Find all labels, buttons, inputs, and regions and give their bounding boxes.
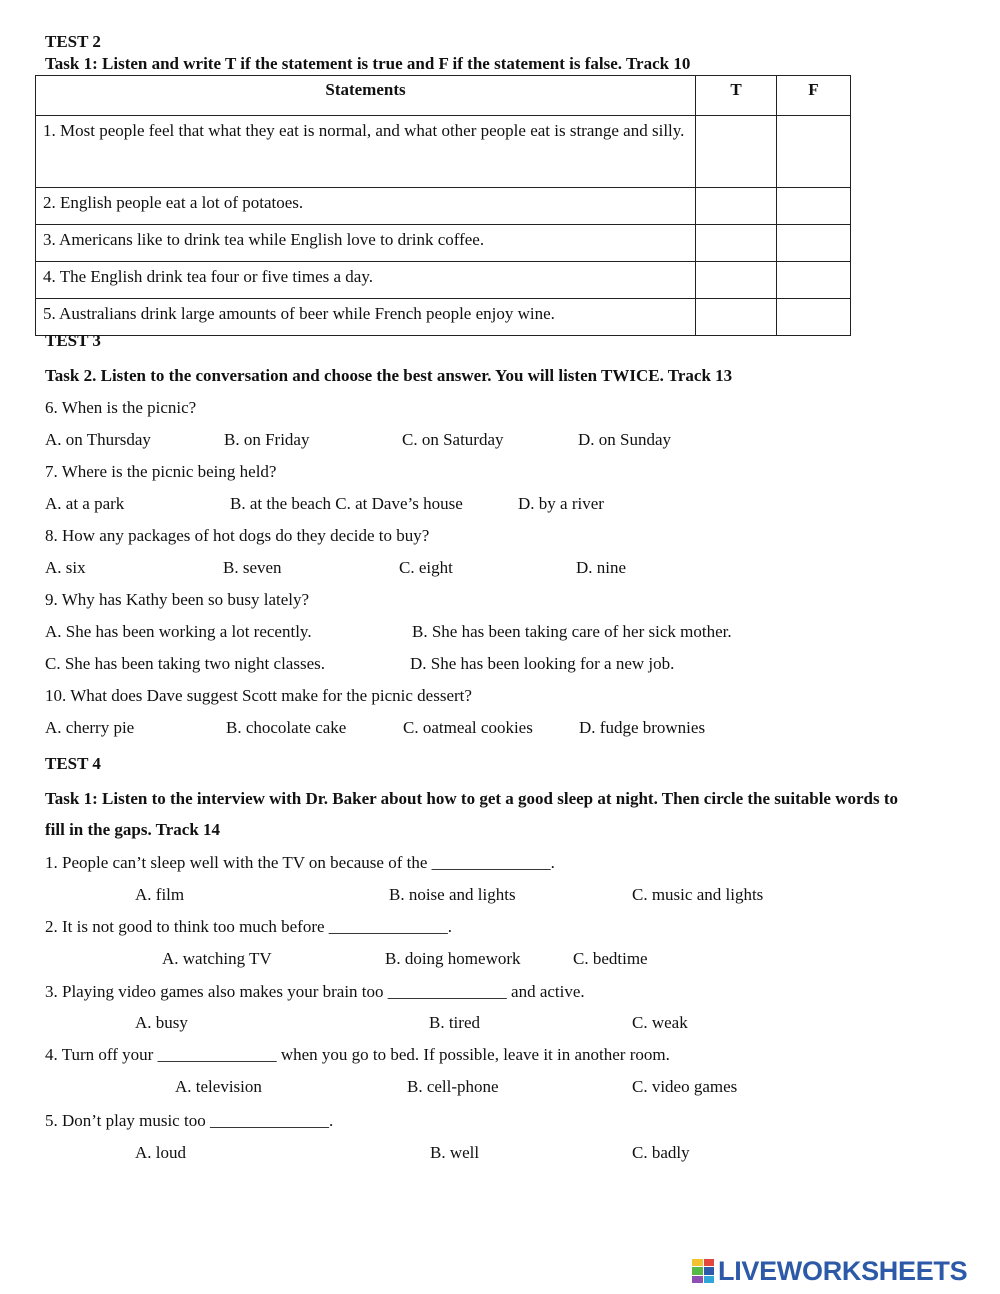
option-10a[interactable]: A. cherry pie: [45, 718, 135, 737]
header-false: F: [777, 76, 851, 116]
liveworksheets-logo-icon: [692, 1259, 714, 1283]
gap-question-4: 4. Turn off your ______________ when you go to bed. If possible, leave it in another room.: [45, 1045, 670, 1064]
false-answer-cell[interactable]: [777, 225, 851, 262]
test3-task-instruction: Task 2. Listen to the conversation and choose the best answer. You will listen TWICE. Track 13: [45, 366, 733, 385]
option-9d[interactable]: D. She has been looking for a new job.: [410, 654, 675, 673]
option-6b[interactable]: B. on Friday: [224, 430, 310, 449]
gap-option-2a[interactable]: A. watching TV: [162, 949, 272, 968]
option-7bc[interactable]: B. at the beach C. at Dave’s house: [230, 494, 463, 513]
liveworksheets-logo: [692, 1256, 967, 1286]
option-8b[interactable]: B. seven: [223, 558, 282, 577]
true-answer-cell[interactable]: [696, 225, 777, 262]
gap-question-2: 2. It is not good to think too much before ______________.: [45, 917, 453, 936]
statement-text: 4. The English drink tea four or five times a day.: [36, 262, 696, 299]
option-9c[interactable]: C. She has been taking two night classes.: [45, 654, 325, 673]
false-answer-cell[interactable]: [777, 299, 851, 336]
statement-text: 5. Australians drink large amounts of beer while French people enjoy wine.: [36, 299, 696, 336]
gap-option-4a[interactable]: A. television: [175, 1077, 262, 1096]
gap-option-4c[interactable]: C. video games: [632, 1077, 738, 1096]
option-6a[interactable]: A. on Thursday: [45, 430, 151, 449]
gap-question-5: 5. Don’t play music too ______________.: [45, 1111, 334, 1130]
false-answer-cell[interactable]: [777, 116, 851, 188]
gap-option-5b[interactable]: B. well: [430, 1143, 480, 1162]
table-row: [36, 188, 851, 225]
statement-text: 2. English people eat a lot of potatoes.: [36, 188, 696, 225]
option-10c[interactable]: C. oatmeal cookies: [403, 718, 533, 737]
true-answer-cell[interactable]: [696, 299, 777, 336]
false-answer-cell[interactable]: [777, 262, 851, 299]
gap-option-3c[interactable]: C. weak: [632, 1013, 688, 1032]
gap-option-1c[interactable]: C. music and lights: [632, 885, 764, 904]
true-false-table: [35, 75, 851, 336]
statement-text: 3. Americans like to drink tea while English love to drink coffee.: [36, 225, 696, 262]
gap-option-3b[interactable]: B. tired: [429, 1013, 480, 1032]
option-10d[interactable]: D. fudge brownies: [579, 718, 706, 737]
gap-option-1a[interactable]: A. film: [135, 885, 185, 904]
test2-task-instruction: Task 1: Listen and write T if the statement is true and F if the statement is false. Track 10: [45, 54, 691, 73]
gap-option-2b[interactable]: B. doing homework: [385, 949, 521, 968]
test2-heading: TEST 2: [45, 32, 101, 51]
option-8d[interactable]: D. nine: [576, 558, 627, 577]
option-10b[interactable]: B. chocolate cake: [226, 718, 347, 737]
gap-option-3a[interactable]: A. busy: [135, 1013, 188, 1032]
option-8a[interactable]: A. six: [45, 558, 86, 577]
header-true: T: [696, 76, 777, 116]
table-row: [36, 225, 851, 262]
true-answer-cell[interactable]: [696, 262, 777, 299]
gap-question-3: 3. Playing video games also makes your brain too ______________ and active.: [45, 982, 585, 1001]
option-9b[interactable]: B. She has been taking care of her sick mother.: [412, 622, 732, 641]
table-header-row: [36, 76, 851, 116]
option-6c[interactable]: C. on Saturday: [402, 430, 504, 449]
table-row: [36, 299, 851, 336]
gap-option-1b[interactable]: B. noise and lights: [389, 885, 516, 904]
option-9a[interactable]: A. She has been working a lot recently.: [45, 622, 312, 641]
header-statements: Statements: [36, 76, 696, 116]
option-8c[interactable]: C. eight: [399, 558, 453, 577]
table-row: [36, 116, 851, 188]
true-answer-cell[interactable]: [696, 188, 777, 225]
question-8: 8. How any packages of hot dogs do they decide to buy?: [45, 526, 430, 545]
option-6d[interactable]: D. on Sunday: [578, 430, 672, 449]
test4-heading: TEST 4: [45, 754, 101, 773]
gap-option-4b[interactable]: B. cell-phone: [407, 1077, 499, 1096]
option-7a[interactable]: A. at a park: [45, 494, 125, 513]
question-6: 6. When is the picnic?: [45, 398, 197, 417]
test4-task-instruction-line2: fill in the gaps. Track 14: [45, 820, 221, 839]
logo-text: LIVEWORKSHEETS: [718, 1255, 968, 1286]
question-10: 10. What does Dave suggest Scott make for the picnic dessert?: [45, 686, 472, 705]
false-answer-cell[interactable]: [777, 188, 851, 225]
gap-option-2c[interactable]: C. bedtime: [573, 949, 648, 968]
question-9: 9. Why has Kathy been so busy lately?: [45, 590, 310, 609]
question-7: 7. Where is the picnic being held?: [45, 462, 277, 481]
statement-text: 1. Most people feel that what they eat is normal, and what other people eat is strange and silly.: [36, 116, 696, 188]
option-7d[interactable]: D. by a river: [518, 494, 604, 513]
test4-task-instruction-line1: Task 1: Listen to the interview with Dr. Baker about how to get a good sleep at night. Then circle the suitable words to: [45, 789, 899, 808]
gap-option-5a[interactable]: A. loud: [135, 1143, 186, 1162]
gap-question-1: 1. People can’t sleep well with the TV on because of the ______________.: [45, 853, 555, 872]
test3-heading: TEST 3: [45, 331, 101, 350]
gap-option-5c[interactable]: C. badly: [632, 1143, 690, 1162]
table-row: [36, 262, 851, 299]
true-answer-cell[interactable]: [696, 116, 777, 188]
